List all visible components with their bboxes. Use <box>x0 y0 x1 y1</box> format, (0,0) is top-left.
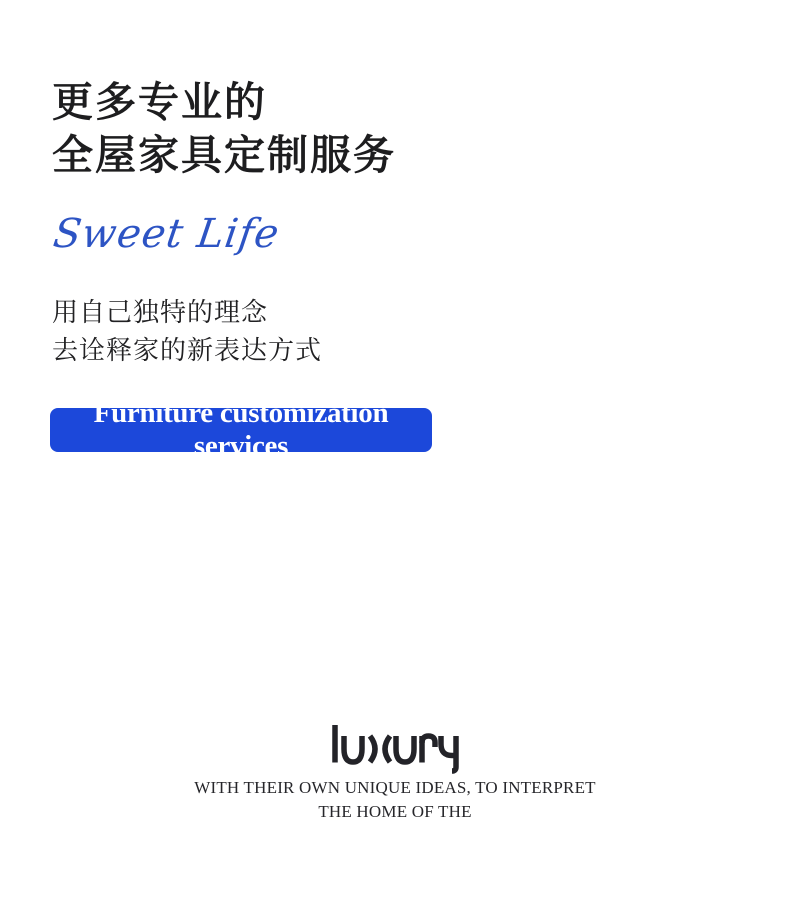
furniture-customization-button[interactable]: Furniture customization services <box>50 408 432 452</box>
subheading-line-2: 去诠释家的新表达方式 <box>52 336 323 365</box>
luxury-wordmark-logo <box>331 722 459 774</box>
subheading-line-1: 用自己独特的理念 <box>52 298 269 327</box>
heading-line-2: 全屋家具定制服务 <box>52 132 396 178</box>
main-heading <box>52 76 396 182</box>
sweet-life-script: Sweet Life <box>50 211 283 257</box>
footer-tagline-line-1: WITH THEIR OWN UNIQUE IDEAS, TO INTERPRET <box>194 778 596 797</box>
footer-tagline-line-2: THE HOME OF THE <box>318 802 472 821</box>
heading-line-1: 更多专业的 <box>52 79 267 125</box>
footer-block <box>0 722 790 824</box>
sub-heading <box>52 294 322 370</box>
